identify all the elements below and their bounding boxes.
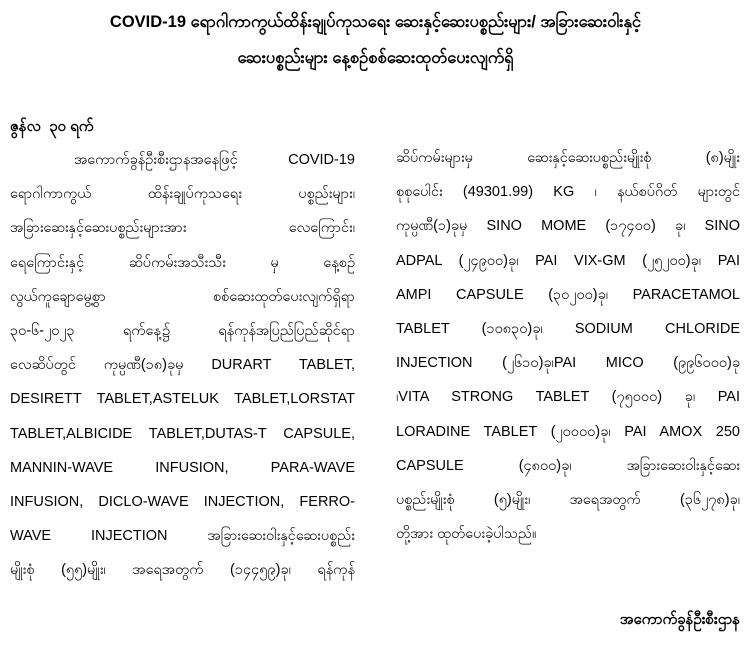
body-line: DESIRETT TABLET,ASTELUK TABLET,LORSTAT: [10, 391, 355, 408]
body-line: AMPI CAPSULE (၃၀၂၀၀)ခု၊ PARACETAMOL: [396, 286, 740, 303]
body-line: အခြားဆေးနှင့်ဆေးပစ္စည်းများအား လေကြောင်း၊: [10, 220, 355, 237]
body-line: ၃၀-၆-၂၀၂၃ ရက်နေ့၌ ရန်ကုန်အပြည်ပြည်ဆိုင်ရာ: [10, 322, 355, 339]
body-line: စုစုပေါင်း (49301.99) KG ၊ နယ်စပ်ဂိတ် များတွင်: [396, 184, 740, 201]
body-line: ဆိပ်ကမ်းများမှ ဆေးနှင့်ဆေးပစ္စည်းမျိုးစုံ (၈)မျိုး: [396, 150, 740, 166]
body-line: ရေကြောင်းနှင့် ဆိပ်ကမ်းအသီးသီး မှ နေ့စဉ်: [10, 254, 355, 271]
body-line: WAVE INJECTION အခြားဆေးဝါးနှင့်ဆေးပစ္စည်း: [10, 528, 355, 545]
headline-line-1: COVID-19 ရောဂါကာကွယ်ထိန်းချုပ်ကုသရေး ဆေးနှင့်ဆေးပစ္စည်းများ/ အခြားဆေးဝါးနှင့်: [109, 13, 642, 31]
body-line: ADPAL (၂၄၉၀၀)ခု၊ PAI VIX-GM (၂၅၂၀၀)ခု၊ PAI: [396, 252, 740, 269]
signature: အကောက်ခွန်ဦးစီးဌာန: [619, 611, 740, 628]
dateline: ဇွန်လ ၃၀ ရက်: [10, 118, 94, 135]
body-line: မျိုးစုံ (၅၅)မျိုး၊ အရေအတွက် (၁၄၄၅၉)ခု၊ ရန်ကုန်: [10, 562, 355, 579]
body-line: လွယ်ကူချောမွေ့စွာ စစ်ဆေးထုတ်ပေးလျက်ရှိရာ: [10, 288, 355, 305]
body-line: အကောက်ခွန်ဦးစီးဌာနအနေဖြင့် COVID-19: [74, 152, 355, 168]
body-line: CAPSULE (၄၈၀၀)ခု၊ အခြားဆေးဝါးနှင့်ဆေး: [396, 457, 740, 474]
body-line: INFUSION, DICLO-WAVE INJECTION, FERRO-: [10, 493, 355, 510]
body-line: ရောဂါကာကွယ် ထိန်းချုပ်ကုသရေး ပစ္စည်းများ၊: [10, 186, 355, 203]
body-line: ကုမ္ပဏီ(၁)ခုမှ SINO MOME (၁၇၄၀၀) ခု၊ SINO: [396, 218, 740, 235]
body-column-right: [396, 141, 740, 551]
body-column-left: [10, 143, 355, 587]
body-line: လေဆိပ်တွင် ကုမ္ပဏီ(၁၈)ခုမှ DURART TABLET,: [10, 357, 355, 374]
body-line: ၊VITA STRONG TABLET (၇၅၀၀၀) ခု၊ PAI: [396, 389, 740, 406]
body-line: TABLET,ALBICIDE TABLET,DUTAS-T CAPSULE,: [10, 425, 355, 442]
body-line: LORADINE TABLET (၂၀၀၀၀)ခု၊ PAI AMOX 250: [396, 423, 740, 440]
body-line: INJECTION (၂၆၁၀)ခု၊PAI MICO (၉၉၆၀၀၀)ခု: [396, 355, 740, 372]
headline-line-2: ဆေးပစ္စည်းများ နေ့စဉ်စစ်ဆေးထုတ်ပေးလျက်ရှိ: [237, 49, 514, 67]
body-line: ပစ္စည်းမျိုးစုံ (၅)မျိုး၊ အရေအတွက် (၃၆၂၇၈)ခု၊: [396, 491, 740, 508]
body-line: TABLET (၁၀၈၃၀)ခု၊ SODIUM CHLORIDE: [396, 320, 740, 337]
body-line: တို့အား ထုတ်ပေးခဲ့ပါသည်။: [396, 526, 537, 543]
body-line: MANNIN-WAVE INFUSION, PARA-WAVE: [10, 459, 355, 476]
